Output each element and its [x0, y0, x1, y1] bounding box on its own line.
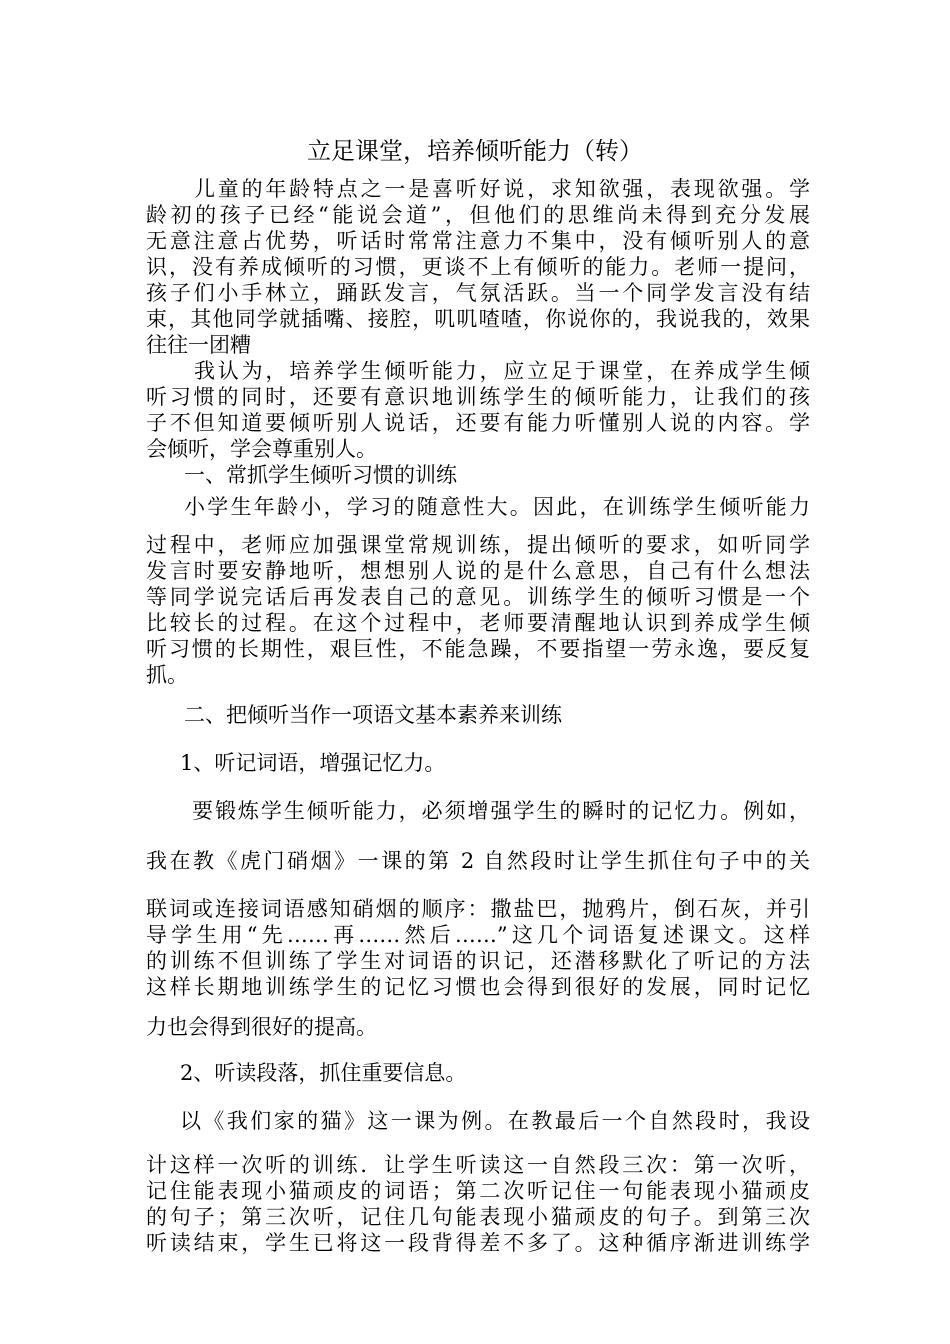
paragraph-line: 联词或连接词语感知硝烟的顺序：撒盐巴，抛鸦片，倒石灰，并引 — [146, 897, 810, 921]
paragraph-line: 比较长的过程。在这个过程中，老师要清醒地认识到养成学生倾 — [146, 611, 810, 635]
paragraph-line: 识，没有养成倾听的习惯，更谈不上有倾听的能力。老师一提问， — [146, 255, 810, 279]
paragraph-line: 无意注意占优势，听话时常常注意力不集中，没有倾听别人的意 — [146, 229, 810, 253]
paragraph-line: 等同学说完话后再发表自己的意见。训练学生的倾听习惯是一个 — [146, 585, 810, 609]
paragraph-line: 的训练不但训练了学生对词语的识记，还潜移默化了听记的方法 — [146, 949, 810, 973]
paragraph-line: 听习惯的长期性，艰巨性，不能急躁，不要指望一劳永逸，要反复 — [146, 637, 810, 661]
paragraph-line: 我在教《虎门硝烟》一课的第 2 自然段时让学生抓住句子中的关 — [146, 849, 810, 873]
paragraph-line: 往往一团糟 — [146, 333, 251, 357]
paragraph-line: 孩子们小手林立，踊跃发言，气氛活跃。当一个同学发言没有结 — [146, 281, 810, 305]
subsection-heading: 1、听记词语，增强记忆力。 — [180, 751, 446, 775]
subsection-heading: 2、听读段落，抓住重要信息。 — [180, 1061, 467, 1085]
paragraph-line: 要锻炼学生倾听能力，必须增强学生的瞬时的记忆力。例如， — [192, 799, 810, 823]
paragraph-line: 听习惯的同时，还要有意识地训练学生的倾听能力，让我们的孩 — [146, 385, 810, 409]
paragraph-line: 过程中，老师应加强课堂常规训练，提出倾听的要求，如听同学 — [146, 533, 810, 557]
paragraph-line: 儿童的年龄特点之一是喜听好说，求知欲强，表现欲强。学 — [194, 177, 810, 201]
paragraph-line: 记住能表现小猫顽皮的词语；第二次听记住一句能表现小猫顽皮 — [146, 1179, 810, 1203]
paragraph-line: 小学生年龄小，学习的随意性大。因此，在训练学生倾听能力 — [184, 495, 810, 519]
document-title: 立足课堂，培养倾听能力（转） — [307, 137, 643, 165]
paragraph-line: 力也会得到很好的提高。 — [146, 1015, 377, 1039]
paragraph-line: 听读结束，学生已将这一段背得差不多了。这种循序渐进训练学 — [146, 1231, 810, 1255]
paragraph-line: 以《我们家的猫》这一课为例。在教最后一个自然段时，我设 — [180, 1109, 810, 1133]
paragraph-line: 我认为，培养学生倾听能力，应立足于课堂，在养成学生倾 — [194, 359, 810, 383]
paragraph-line: 发言时要安静地听，想想别人说的是什么意思，自己有什么想法 — [146, 559, 810, 583]
paragraph-line: 这样长期地训练学生的记忆习惯也会得到很好的发展，同时记忆 — [146, 975, 810, 999]
paragraph-line: 龄初的孩子已经“能说会道”，但他们的思维尚未得到充分发展 — [146, 203, 810, 227]
section-heading: 一、常抓学生倾听习惯的训练 — [184, 463, 457, 487]
paragraph-line: 束，其他同学就插嘴、接腔，叽叽喳喳，你说你的，我说我的，效果 — [146, 307, 810, 331]
paragraph-line: 导学生用“先……再……然后……”这几个词语复述课文。这样 — [146, 923, 810, 947]
paragraph-line: 子不但知道要倾听别人说话，还要有能力听懂别人说的内容。学 — [146, 411, 810, 435]
paragraph-line: 计这样一次听的训练．让学生听读这一自然段三次：第一次听， — [146, 1153, 810, 1177]
paragraph-line: 会倾听，学会尊重别人。 — [146, 437, 377, 461]
paragraph-line: 抓。 — [146, 663, 188, 687]
section-heading: 二、把倾听当作一项语文基本素养来训练 — [184, 703, 562, 727]
paragraph-line: 的句子；第三次听，记住几句能表现小猫顽皮的句子。到第三次 — [146, 1205, 810, 1229]
